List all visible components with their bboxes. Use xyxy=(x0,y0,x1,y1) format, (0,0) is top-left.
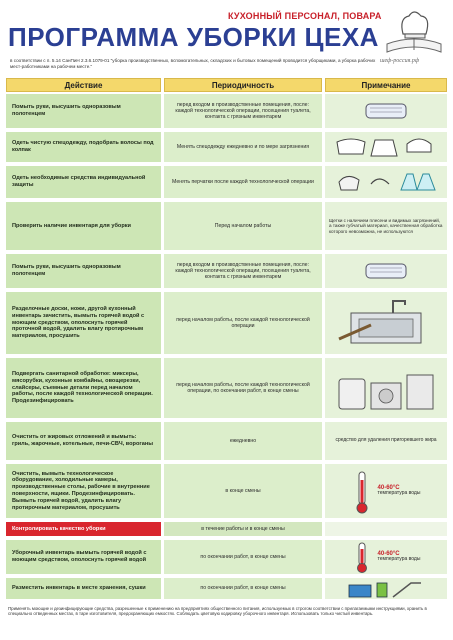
table-header xyxy=(6,78,447,92)
page-title: ПРОГРАММА УБОРКИ ЦЕХА xyxy=(8,22,379,52)
table-row xyxy=(6,578,447,601)
table-row xyxy=(6,166,447,200)
row-period: перед входом в производственные помещения, после: каждой технологической операции, посещения туалета, контакта с грязным инвентарем xyxy=(175,261,311,281)
table-row-control xyxy=(6,522,447,538)
header-period: Периодичность xyxy=(164,78,322,92)
table-row xyxy=(6,464,447,520)
row-note-cell xyxy=(325,522,447,536)
kitchen-appliances-icon xyxy=(331,361,441,415)
header-action: Действие xyxy=(6,78,161,92)
row-note-cell xyxy=(325,94,447,128)
temp-value: 40-60°C xyxy=(377,551,400,558)
table-row xyxy=(6,292,447,356)
row-action: Разделочные доски, ножи, другой кухонный инвентарь зачистить, вымыть горячей водой с моющим средством, ополоснуть горячей проточной водой, удалить влагу протирочным материалом, просушить xyxy=(12,306,145,340)
row-action: Контролировать качество уборки xyxy=(12,525,106,532)
subtitle: КУХОННЫЙ ПЕРСОНАЛ, ПОВАРА xyxy=(228,11,382,21)
site-name: шеф-россия.рф xyxy=(380,58,420,64)
header xyxy=(0,0,453,78)
row-note-cell xyxy=(325,292,447,354)
chef-book-logo-icon xyxy=(381,4,447,60)
row-period: в конце смены xyxy=(225,487,261,494)
protective-gloves-icon xyxy=(331,168,441,196)
row-period: в течение работы и в конце смены xyxy=(201,525,285,532)
row-note-cell xyxy=(325,358,447,418)
row-note: температура воды xyxy=(377,556,421,563)
row-note: температура воды xyxy=(377,490,421,497)
row-period: ежедневно xyxy=(229,437,257,444)
row-action: Одеть необходимые средства индивидуальной защиты xyxy=(12,175,146,188)
row-action: Проверить наличие инвентаря для уборки xyxy=(12,222,131,229)
row-note-cell xyxy=(325,166,447,198)
hand-towel-icon xyxy=(356,258,416,284)
row-note-cell xyxy=(325,132,447,162)
row-action: Очистить, вымыть технологическое оборудование, холодильные камеры, производственные столы, рабочие в внутренние поверхности, ящики. Продезинфицировать. Вымыть горячей водой, удалить влагу протирочным материалом, просушить xyxy=(12,470,150,511)
row-note-cell xyxy=(325,464,447,518)
row-action: Одеть чистую спецодежду, подобрать волосы под колпак xyxy=(12,140,154,153)
footer-note: Применять моющие и дезинфицирующие средства, разрешенные к применению на предприятиях общественного питания, используемых в строгом соответствии с прилагаемыми инструкциями, хранить в специально отведенных местах, в таре изготовителя, предохраняющих емкостях. Соблюдать цветовую кодировку уборочного инвентаря. Использовать только чистый инвентарь. xyxy=(8,606,427,617)
row-period: по окончании работ, в конце смены xyxy=(200,585,286,592)
row-action: Помыть руки, высушить одноразовым полотенцем xyxy=(12,104,121,117)
chef-uniform-icon xyxy=(331,134,441,160)
table-row xyxy=(6,132,447,164)
row-action: Помыть руки, высушить одноразовым полотенцем xyxy=(12,264,121,277)
table-row xyxy=(6,254,447,290)
thermometer-icon xyxy=(352,466,372,516)
table-row xyxy=(6,422,447,462)
hand-towel-icon xyxy=(356,98,416,124)
cleaning-supplies-icon xyxy=(341,579,431,599)
row-period: перед входом в производственные помещения, после: каждой технологической операции, посещения туалета, контакта с грязным инвентарем xyxy=(175,101,311,121)
table-row xyxy=(6,94,447,130)
row-period: Менять перчатки после каждой технологической операции xyxy=(172,178,314,185)
cleaning-table xyxy=(6,78,447,601)
table-row xyxy=(6,358,447,420)
row-note-cell xyxy=(325,254,447,288)
row-action: Очистить от жировых отложений и вымыть: гриль, жарочные, котельные, печи-СВЧ, вороганы xyxy=(12,434,153,447)
row-period: перед началом работы, после каждой технологической операции xyxy=(176,316,310,329)
row-note-cell xyxy=(325,540,447,574)
table-row xyxy=(6,540,447,576)
row-action: Уборочный инвентарь вымыть горячей водой с моющим средством, ополоснуть горячей водой xyxy=(12,550,147,563)
row-period: Перед началом работы xyxy=(214,222,272,229)
row-note: средство для удаления пригоревшего жира xyxy=(335,437,437,444)
thermometer-icon xyxy=(352,540,372,574)
header-note: Примечание xyxy=(325,78,447,92)
row-note: Щетки с наличием плесени и видимых загрязнений, а также губчатый материал, качественная обработка которого невозможна, не используются xyxy=(329,217,443,234)
table-row xyxy=(6,202,447,252)
row-period: Менять спецодежду ежедневно и по мере загрязнения xyxy=(176,143,310,150)
row-action: Подвергать санитарной обработке: миксеры, мясорубки, кухонные комбайны, овощерезки, слайсеры, съемные детали перед началом работы, после каждой технологической операции. Продезинфицировать xyxy=(12,371,153,405)
intro-text: в соответствии с п. 5.14 СанПиН 2.3.6.1079-01 "уборка производственных, вспомогательных, складских и бытовых помещений проводится уборщиками, а уборка рабочих мест-работниками на рабочем месте." xyxy=(10,58,376,69)
row-action: Разместить инвентарь в месте хранения, сушки xyxy=(12,585,146,592)
kitchen-sink-icon xyxy=(331,295,441,351)
row-note-cell xyxy=(325,578,447,599)
temp-value: 40-60°C xyxy=(377,485,400,492)
row-period: по окончании работ, в конце смены xyxy=(200,553,286,560)
row-period: перед началом работы, после каждой технологической операции, по окончании работ, в конце смены xyxy=(176,381,310,394)
